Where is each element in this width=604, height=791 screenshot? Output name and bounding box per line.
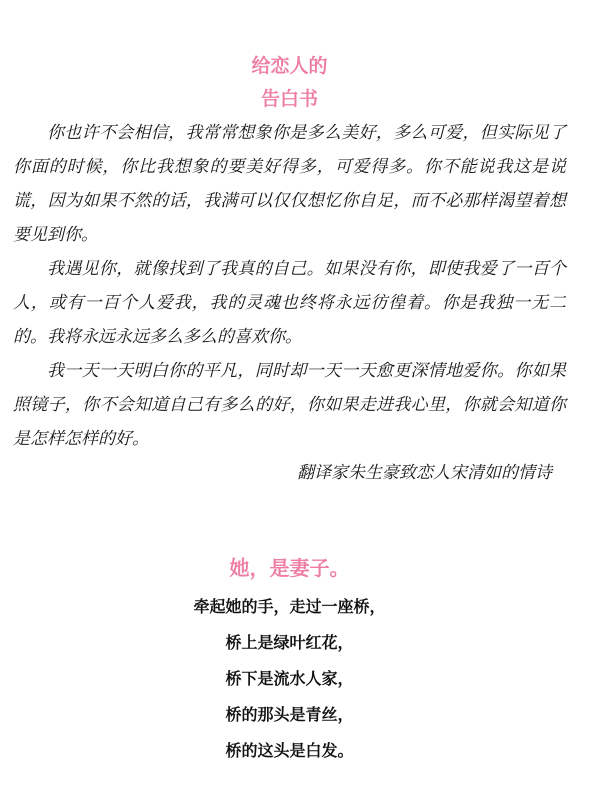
letter-attribution: 翻译家朱生豪致恋人宋清如的情诗 [297,463,552,482]
poem-line-3: 桥下是流水人家， [225,671,354,688]
love-letter-body [13,116,566,490]
letter-paragraph-2: 我遇见你，就像找到了我真的自己。如果没有你，即使我爱了一百个人，或有一百个人爱我，我的灵魂也终将永远彷徨着。你是我独一无二的。我将永远永远多么多么的喜欢你。 [13,259,566,346]
title-line-2: 告白书 [260,89,318,110]
page-title [13,50,566,116]
poem-section-heading: 她，是妻子。 [229,558,350,580]
poem [13,590,566,770]
poem-line-1: 牵起她的手，走过一座桥， [193,599,386,616]
title-line-1: 给恋人的 [251,56,328,77]
poem-line-5: 桥的这头是白发。 [225,743,354,760]
letter-paragraph-1: 你也许不会相信，我常常想象你是多么美好，多么可爱，但实际见了你面的时候，你比我想象的要美好得多，可爱得多。你不能说我这是说谎，因为如果不然的话，我满可以仅仅想忆你自足，而不必那样渴望着想要见到你。 [13,123,566,244]
poem-line-4: 桥的那头是青丝， [225,707,354,724]
poem-line-2: 桥上是绿叶红花， [225,635,354,652]
letter-paragraph-3: 我一天一天明白你的平凡，同时却一天一天愈更深情地爱你。你如果照镜子，你不会知道自己有多么的好，你如果走进我心里，你就会知道你是怎样怎样的好。 [13,361,566,448]
